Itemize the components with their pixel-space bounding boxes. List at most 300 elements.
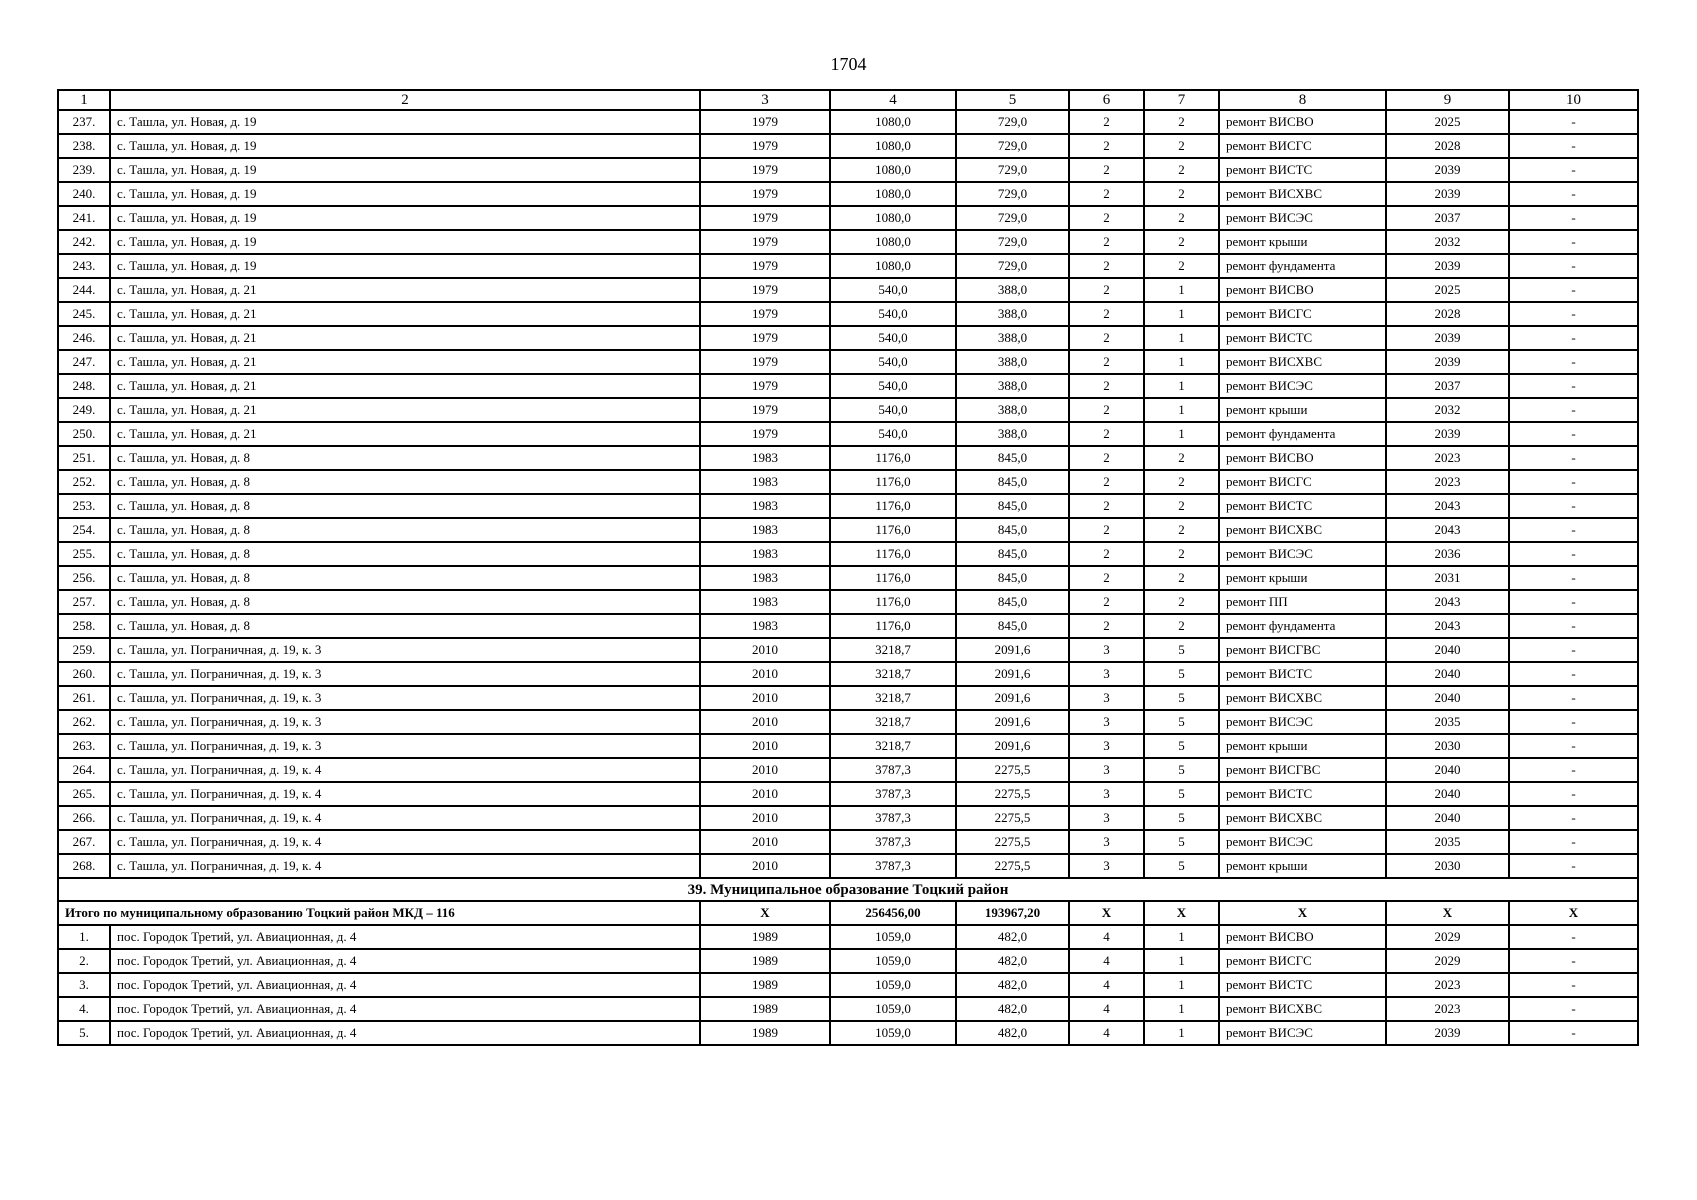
planned-year-cell: 2029 <box>1386 925 1509 949</box>
total-area-cell: 1080,0 <box>830 134 956 158</box>
year-built-cell: 1979 <box>700 134 830 158</box>
entrances-cell: 2 <box>1144 134 1219 158</box>
row-number-cell: 238. <box>58 134 110 158</box>
work-type-cell: ремонт ВИСГС <box>1219 302 1386 326</box>
row-number-cell: 2. <box>58 949 110 973</box>
row-number-cell: 248. <box>58 374 110 398</box>
row-number-cell: 266. <box>58 806 110 830</box>
entrances-cell: 1 <box>1144 374 1219 398</box>
table-row <box>58 278 1638 302</box>
floors-cell: 3 <box>1069 662 1144 686</box>
total-area-cell: 1176,0 <box>830 494 956 518</box>
living-area-cell: 482,0 <box>956 1021 1069 1045</box>
planned-year-cell: 2032 <box>1386 398 1509 422</box>
floors-cell: 2 <box>1069 566 1144 590</box>
living-area-cell: 2275,5 <box>956 830 1069 854</box>
planned-year-cell: 2032 <box>1386 230 1509 254</box>
total-area-cell: 1059,0 <box>830 925 956 949</box>
year-built-cell: 2010 <box>700 686 830 710</box>
floors-cell: 2 <box>1069 278 1144 302</box>
entrances-cell: 1 <box>1144 1021 1219 1045</box>
row-number-cell: 265. <box>58 782 110 806</box>
year-built-cell: 1979 <box>700 350 830 374</box>
address-cell: с. Ташла, ул. Новая, д. 21 <box>110 422 700 446</box>
header-row <box>58 90 1638 110</box>
work-type-cell: ремонт ВИСТС <box>1219 662 1386 686</box>
address-cell: с. Ташла, ул. Новая, д. 19 <box>110 134 700 158</box>
cost-cell: - <box>1509 590 1638 614</box>
work-type-cell: ремонт крыши <box>1219 398 1386 422</box>
floors-cell: 3 <box>1069 710 1144 734</box>
year-built-cell: 1979 <box>700 182 830 206</box>
year-built-cell: 1989 <box>700 949 830 973</box>
row-number-cell: 239. <box>58 158 110 182</box>
entrances-cell: 5 <box>1144 854 1219 878</box>
entrances-cell: 1 <box>1144 973 1219 997</box>
planned-year-cell: 2039 <box>1386 422 1509 446</box>
address-cell: с. Ташла, ул. Новая, д. 8 <box>110 470 700 494</box>
total-area-cell: 3218,7 <box>830 734 956 758</box>
column-header: 3 <box>700 90 830 110</box>
entrances-cell: 5 <box>1144 734 1219 758</box>
row-number-cell: 258. <box>58 614 110 638</box>
address-cell: с. Ташла, ул. Пограничная, д. 19, к. 3 <box>110 662 700 686</box>
cost-cell: - <box>1509 830 1638 854</box>
total-work-type-cell: X <box>1219 901 1386 925</box>
planned-year-cell: 2039 <box>1386 158 1509 182</box>
work-type-cell: ремонт ВИСГС <box>1219 470 1386 494</box>
cost-cell: - <box>1509 206 1638 230</box>
address-cell: с. Ташла, ул. Новая, д. 8 <box>110 494 700 518</box>
table-row <box>58 398 1638 422</box>
cost-cell: - <box>1509 997 1638 1021</box>
floors-cell: 2 <box>1069 398 1144 422</box>
total-area-cell: 3218,7 <box>830 710 956 734</box>
table-row <box>58 758 1638 782</box>
total-area-cell: 540,0 <box>830 302 956 326</box>
year-built-cell: 2010 <box>700 638 830 662</box>
table-row <box>58 374 1638 398</box>
address-cell: с. Ташла, ул. Пограничная, д. 19, к. 4 <box>110 854 700 878</box>
address-cell: с. Ташла, ул. Пограничная, д. 19, к. 3 <box>110 734 700 758</box>
work-type-cell: ремонт ВИСЭС <box>1219 542 1386 566</box>
entrances-cell: 2 <box>1144 158 1219 182</box>
planned-year-cell: 2031 <box>1386 566 1509 590</box>
work-type-cell: ремонт ВИСТС <box>1219 973 1386 997</box>
cost-cell: - <box>1509 398 1638 422</box>
entrances-cell: 1 <box>1144 422 1219 446</box>
address-cell: с. Ташла, ул. Новая, д. 8 <box>110 614 700 638</box>
work-type-cell: ремонт ВИСВО <box>1219 110 1386 134</box>
year-built-cell: 1983 <box>700 518 830 542</box>
total-area-cell: 540,0 <box>830 398 956 422</box>
total-area-cell: 3787,3 <box>830 830 956 854</box>
year-built-cell: 1989 <box>700 1021 830 1045</box>
planned-year-cell: 2039 <box>1386 254 1509 278</box>
year-built-cell: 1979 <box>700 230 830 254</box>
entrances-cell: 1 <box>1144 949 1219 973</box>
cost-cell: - <box>1509 494 1638 518</box>
planned-year-cell: 2040 <box>1386 686 1509 710</box>
table-row <box>58 206 1638 230</box>
table-row <box>58 973 1638 997</box>
cost-cell: - <box>1509 854 1638 878</box>
row-number-cell: 1. <box>58 925 110 949</box>
total-area-cell: 3787,3 <box>830 806 956 830</box>
cost-cell: - <box>1509 710 1638 734</box>
work-type-cell: ремонт ВИСХВС <box>1219 997 1386 1021</box>
entrances-cell: 2 <box>1144 494 1219 518</box>
work-type-cell: ремонт ВИСХВС <box>1219 806 1386 830</box>
address-cell: с. Ташла, ул. Новая, д. 8 <box>110 590 700 614</box>
entrances-cell: 1 <box>1144 997 1219 1021</box>
total-floors-cell: X <box>1069 901 1144 925</box>
entrances-cell: 5 <box>1144 638 1219 662</box>
living-area-cell: 729,0 <box>956 230 1069 254</box>
year-built-cell: 1979 <box>700 374 830 398</box>
cost-cell: - <box>1509 758 1638 782</box>
row-number-cell: 243. <box>58 254 110 278</box>
floors-cell: 2 <box>1069 326 1144 350</box>
work-type-cell: ремонт ВИСВО <box>1219 278 1386 302</box>
year-built-cell: 2010 <box>700 758 830 782</box>
column-header: 8 <box>1219 90 1386 110</box>
row-number-cell: 240. <box>58 182 110 206</box>
floors-cell: 2 <box>1069 254 1144 278</box>
year-built-cell: 1983 <box>700 614 830 638</box>
floors-cell: 2 <box>1069 614 1144 638</box>
cost-cell: - <box>1509 518 1638 542</box>
table-row <box>58 590 1638 614</box>
cost-cell: - <box>1509 734 1638 758</box>
work-type-cell: ремонт ВИСХВС <box>1219 182 1386 206</box>
year-built-cell: 1979 <box>700 302 830 326</box>
planned-year-cell: 2025 <box>1386 278 1509 302</box>
living-area-cell: 845,0 <box>956 566 1069 590</box>
address-cell: пос. Городок Третий, ул. Авиационная, д. 4 <box>110 997 700 1021</box>
cost-cell: - <box>1509 446 1638 470</box>
living-area-cell: 845,0 <box>956 590 1069 614</box>
table-row <box>58 1021 1638 1045</box>
cost-cell: - <box>1509 326 1638 350</box>
address-cell: пос. Городок Третий, ул. Авиационная, д. 4 <box>110 1021 700 1045</box>
work-type-cell: ремонт фундамента <box>1219 422 1386 446</box>
planned-year-cell: 2023 <box>1386 973 1509 997</box>
living-area-cell: 729,0 <box>956 254 1069 278</box>
year-built-cell: 1979 <box>700 158 830 182</box>
entrances-cell: 2 <box>1144 470 1219 494</box>
cost-cell: - <box>1509 614 1638 638</box>
total-area-cell: 540,0 <box>830 326 956 350</box>
column-header: 7 <box>1144 90 1219 110</box>
total-cost-cell: X <box>1509 901 1638 925</box>
work-type-cell: ремонт ВИСЭС <box>1219 206 1386 230</box>
floors-cell: 3 <box>1069 686 1144 710</box>
living-area-cell: 388,0 <box>956 350 1069 374</box>
living-area-cell: 482,0 <box>956 997 1069 1021</box>
row-number-cell: 253. <box>58 494 110 518</box>
entrances-cell: 2 <box>1144 590 1219 614</box>
planned-year-cell: 2040 <box>1386 662 1509 686</box>
row-number-cell: 5. <box>58 1021 110 1045</box>
column-header: 6 <box>1069 90 1144 110</box>
work-type-cell: ремонт ВИСГВС <box>1219 638 1386 662</box>
living-area-cell: 388,0 <box>956 278 1069 302</box>
address-cell: с. Ташла, ул. Новая, д. 21 <box>110 278 700 302</box>
total-area-cell: 1176,0 <box>830 614 956 638</box>
row-number-cell: 249. <box>58 398 110 422</box>
cost-cell: - <box>1509 158 1638 182</box>
address-cell: с. Ташла, ул. Новая, д. 21 <box>110 350 700 374</box>
work-type-cell: ремонт ВИСХВС <box>1219 350 1386 374</box>
floors-cell: 2 <box>1069 134 1144 158</box>
row-number-cell: 241. <box>58 206 110 230</box>
address-cell: с. Ташла, ул. Новая, д. 8 <box>110 446 700 470</box>
total-area-cell: 1059,0 <box>830 997 956 1021</box>
entrances-cell: 5 <box>1144 710 1219 734</box>
work-type-cell: ремонт ВИСТС <box>1219 782 1386 806</box>
work-type-cell: ремонт ВИСВО <box>1219 925 1386 949</box>
cost-cell: - <box>1509 230 1638 254</box>
cost-cell: - <box>1509 110 1638 134</box>
work-type-cell: ремонт ВИСЭС <box>1219 710 1386 734</box>
table-row <box>58 350 1638 374</box>
total-row <box>58 901 1638 925</box>
table-row <box>58 734 1638 758</box>
planned-year-cell: 2023 <box>1386 997 1509 1021</box>
entrances-cell: 2 <box>1144 566 1219 590</box>
living-area-cell: 388,0 <box>956 302 1069 326</box>
table-row <box>58 854 1638 878</box>
total-area-cell: 1059,0 <box>830 973 956 997</box>
planned-year-cell: 2030 <box>1386 734 1509 758</box>
entrances-cell: 1 <box>1144 925 1219 949</box>
address-cell: с. Ташла, ул. Пограничная, д. 19, к. 4 <box>110 830 700 854</box>
cost-cell: - <box>1509 638 1638 662</box>
row-number-cell: 246. <box>58 326 110 350</box>
total-area-cell: 3787,3 <box>830 758 956 782</box>
entrances-cell: 2 <box>1144 206 1219 230</box>
planned-year-cell: 2043 <box>1386 614 1509 638</box>
row-number-cell: 255. <box>58 542 110 566</box>
row-number-cell: 259. <box>58 638 110 662</box>
planned-year-cell: 2040 <box>1386 782 1509 806</box>
year-built-cell: 2010 <box>700 830 830 854</box>
year-built-cell: 1989 <box>700 997 830 1021</box>
work-type-cell: ремонт ВИСХВС <box>1219 686 1386 710</box>
cost-cell: - <box>1509 973 1638 997</box>
living-area-cell: 2091,6 <box>956 734 1069 758</box>
table-row <box>58 494 1638 518</box>
planned-year-cell: 2035 <box>1386 830 1509 854</box>
work-type-cell: ремонт ВИСЭС <box>1219 374 1386 398</box>
floors-cell: 3 <box>1069 854 1144 878</box>
year-built-cell: 1983 <box>700 590 830 614</box>
row-number-cell: 247. <box>58 350 110 374</box>
row-number-cell: 260. <box>58 662 110 686</box>
floors-cell: 2 <box>1069 446 1144 470</box>
planned-year-cell: 2023 <box>1386 470 1509 494</box>
total-area-cell: 1176,0 <box>830 566 956 590</box>
table-row <box>58 614 1638 638</box>
entrances-cell: 5 <box>1144 686 1219 710</box>
table-row <box>58 566 1638 590</box>
table-row <box>58 230 1638 254</box>
cost-cell: - <box>1509 782 1638 806</box>
floors-cell: 4 <box>1069 997 1144 1021</box>
table-row <box>58 710 1638 734</box>
planned-year-cell: 2040 <box>1386 758 1509 782</box>
living-area-cell: 482,0 <box>956 949 1069 973</box>
address-cell: с. Ташла, ул. Новая, д. 21 <box>110 302 700 326</box>
address-cell: с. Ташла, ул. Новая, д. 8 <box>110 542 700 566</box>
entrances-cell: 1 <box>1144 278 1219 302</box>
living-area-cell: 729,0 <box>956 206 1069 230</box>
living-area-cell: 388,0 <box>956 422 1069 446</box>
row-number-cell: 242. <box>58 230 110 254</box>
table-body <box>58 90 1638 1045</box>
table-row <box>58 686 1638 710</box>
total-area-cell: 540,0 <box>830 350 956 374</box>
work-type-cell: ремонт крыши <box>1219 230 1386 254</box>
address-cell: с. Ташла, ул. Новая, д. 19 <box>110 182 700 206</box>
cost-cell: - <box>1509 806 1638 830</box>
living-area-cell: 388,0 <box>956 398 1069 422</box>
floors-cell: 2 <box>1069 182 1144 206</box>
cost-cell: - <box>1509 662 1638 686</box>
work-type-cell: ремонт ПП <box>1219 590 1386 614</box>
floors-cell: 2 <box>1069 590 1144 614</box>
total-area-cell: 1059,0 <box>830 1021 956 1045</box>
total-entrances-cell: X <box>1144 901 1219 925</box>
floors-cell: 2 <box>1069 470 1144 494</box>
table-row <box>58 638 1638 662</box>
floors-cell: 2 <box>1069 374 1144 398</box>
entrances-cell: 5 <box>1144 830 1219 854</box>
total-area-cell: 540,0 <box>830 278 956 302</box>
address-cell: с. Ташла, ул. Новая, д. 21 <box>110 374 700 398</box>
cost-cell: - <box>1509 470 1638 494</box>
table-row <box>58 518 1638 542</box>
living-area-cell: 729,0 <box>956 134 1069 158</box>
entrances-cell: 2 <box>1144 542 1219 566</box>
entrances-cell: 1 <box>1144 398 1219 422</box>
row-number-cell: 254. <box>58 518 110 542</box>
cost-cell: - <box>1509 302 1638 326</box>
year-built-cell: 1983 <box>700 542 830 566</box>
table-row <box>58 446 1638 470</box>
table-row <box>58 470 1638 494</box>
work-type-cell: ремонт ВИСТС <box>1219 158 1386 182</box>
work-type-cell: ремонт ВИСГС <box>1219 134 1386 158</box>
year-built-cell: 1979 <box>700 254 830 278</box>
repair-register-table <box>57 89 1639 1046</box>
total-area-cell: 3787,3 <box>830 854 956 878</box>
total-area-cell: 1080,0 <box>830 158 956 182</box>
entrances-cell: 1 <box>1144 302 1219 326</box>
living-area-cell: 2091,6 <box>956 686 1069 710</box>
address-cell: с. Ташла, ул. Пограничная, д. 19, к. 3 <box>110 686 700 710</box>
planned-year-cell: 2040 <box>1386 638 1509 662</box>
row-number-cell: 3. <box>58 973 110 997</box>
planned-year-cell: 2043 <box>1386 494 1509 518</box>
floors-cell: 2 <box>1069 110 1144 134</box>
work-type-cell: ремонт крыши <box>1219 566 1386 590</box>
row-number-cell: 261. <box>58 686 110 710</box>
work-type-cell: ремонт ВИСВО <box>1219 446 1386 470</box>
planned-year-cell: 2035 <box>1386 710 1509 734</box>
work-type-cell: ремонт крыши <box>1219 734 1386 758</box>
living-area-cell: 845,0 <box>956 518 1069 542</box>
year-built-cell: 1989 <box>700 973 830 997</box>
address-cell: с. Ташла, ул. Новая, д. 19 <box>110 158 700 182</box>
address-cell: с. Ташла, ул. Новая, д. 8 <box>110 518 700 542</box>
row-number-cell: 252. <box>58 470 110 494</box>
year-built-cell: 1979 <box>700 326 830 350</box>
planned-year-cell: 2025 <box>1386 110 1509 134</box>
total-area-cell: 1059,0 <box>830 949 956 973</box>
entrances-cell: 5 <box>1144 782 1219 806</box>
floors-cell: 3 <box>1069 782 1144 806</box>
total-area-cell: 256456,00 <box>830 901 956 925</box>
entrances-cell: 1 <box>1144 326 1219 350</box>
column-header: 4 <box>830 90 956 110</box>
entrances-cell: 2 <box>1144 446 1219 470</box>
living-area-cell: 845,0 <box>956 614 1069 638</box>
floors-cell: 3 <box>1069 734 1144 758</box>
total-area-cell: 3218,7 <box>830 638 956 662</box>
cost-cell: - <box>1509 134 1638 158</box>
table-row <box>58 830 1638 854</box>
table-row <box>58 158 1638 182</box>
year-built-cell: 1983 <box>700 470 830 494</box>
row-number-cell: 268. <box>58 854 110 878</box>
work-type-cell: ремонт фундамента <box>1219 614 1386 638</box>
table-row <box>58 182 1638 206</box>
address-cell: с. Ташла, ул. Пограничная, д. 19, к. 4 <box>110 782 700 806</box>
address-cell: пос. Городок Третий, ул. Авиационная, д. 4 <box>110 973 700 997</box>
cost-cell: - <box>1509 278 1638 302</box>
table-row <box>58 254 1638 278</box>
entrances-cell: 5 <box>1144 662 1219 686</box>
address-cell: пос. Городок Третий, ул. Авиационная, д. 4 <box>110 925 700 949</box>
work-type-cell: ремонт ВИСГВС <box>1219 758 1386 782</box>
floors-cell: 4 <box>1069 925 1144 949</box>
total-area-cell: 3218,7 <box>830 686 956 710</box>
total-area-cell: 1080,0 <box>830 182 956 206</box>
entrances-cell: 2 <box>1144 182 1219 206</box>
total-planned-year-cell: X <box>1386 901 1509 925</box>
table-row <box>58 806 1638 830</box>
living-area-cell: 729,0 <box>956 110 1069 134</box>
total-area-cell: 1176,0 <box>830 590 956 614</box>
year-built-cell: 1979 <box>700 398 830 422</box>
row-number-cell: 251. <box>58 446 110 470</box>
floors-cell: 3 <box>1069 830 1144 854</box>
total-area-cell: 1176,0 <box>830 470 956 494</box>
row-number-cell: 257. <box>58 590 110 614</box>
address-cell: с. Ташла, ул. Новая, д. 21 <box>110 398 700 422</box>
cost-cell: - <box>1509 542 1638 566</box>
living-area-cell: 2275,5 <box>956 806 1069 830</box>
table-row <box>58 110 1638 134</box>
year-built-cell: 2010 <box>700 710 830 734</box>
floors-cell: 3 <box>1069 638 1144 662</box>
floors-cell: 3 <box>1069 806 1144 830</box>
cost-cell: - <box>1509 374 1638 398</box>
planned-year-cell: 2029 <box>1386 949 1509 973</box>
floors-cell: 2 <box>1069 422 1144 446</box>
